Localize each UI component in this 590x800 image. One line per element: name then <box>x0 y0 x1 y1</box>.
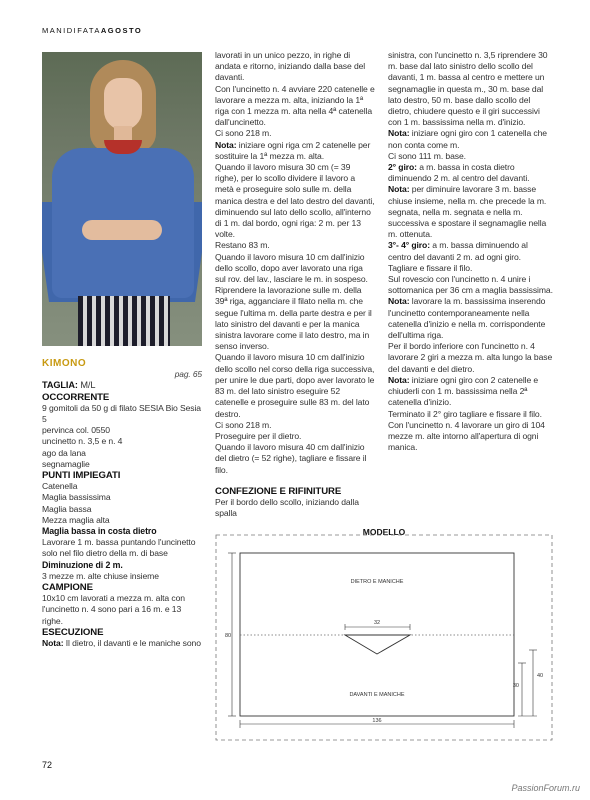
gauge-heading: CAMPIONE <box>42 582 93 594</box>
stitch-detail-heading: Maglia bassa in costa dietro <box>42 526 157 537</box>
decrease-text: 3 mezze m. alte chiuse insieme <box>42 570 159 581</box>
materials-line: segnamaglie <box>42 458 90 469</box>
round-text: a m. bassa diminuendo al centro del davanti 2 m. ad ogni giro. <box>388 240 528 262</box>
paragraph: Quando il lavoro misura 30 cm (= 39 righe), per lo scollo dividere il lavoro a metà e proseguire solo sulle m. della manica destra e del lato destro del davanti, diminuendo sul lato dello scollo, all'interno di 1 m. dal bordo, ogni riga: 2 m. per 13 volte. <box>215 162 375 240</box>
left-column <box>42 358 202 649</box>
note-text: Il dietro, il davanti e le maniche sono <box>65 638 201 649</box>
diagram-frame <box>216 535 552 740</box>
stitch-item: Maglia bassa <box>42 503 92 514</box>
paragraph: sinistra, con l'uncinetto n. 3,5 riprendere 30 m. base dal lato sinistro dello scollo del davanti, 1 m. bassa al centro e mettere un segnamaglie in questa m., 30 m. base dal lato destro, 50 m. base dallo scollo del dietro, chiudere questo e il giri successivi con 1 m. bassissima nella m. d'inizio. <box>388 50 548 128</box>
size-line <box>42 380 202 391</box>
neck-opening <box>345 635 410 654</box>
pattern-title: KIMONO <box>42 358 87 369</box>
paragraph: Quando il lavoro misura 40 cm dall'inizio del dietro (= 52 righe), tagliare e fissare il filo. <box>215 442 367 475</box>
magazine-name: MANIDIFATA <box>42 26 101 35</box>
paragraph: Riprendere la lavorazione sulle m. della 39ª riga, agganciare il filato nella m. che segue l'ultima m. della parte destra e per il lato sinistro del davanti e per la manica sinistra lavorare come il lato destro, ma in senso inverso. <box>215 285 372 352</box>
paragraph <box>388 296 553 341</box>
note-text: iniziare ogni giro con 1 catenella che non conta come m. <box>388 128 547 150</box>
neck-width-label: 32 <box>373 620 381 626</box>
paragraph: Restano 83 m. <box>215 240 270 251</box>
paragraph: Per il bordo inferiore con l'uncinetto n. 4 lavorare 2 giri a mezza m. alta lungo la base del davanti e del dietro. <box>388 341 553 374</box>
paragraph <box>388 184 553 240</box>
paragraph: Per il bordo dello scollo, iniziando dalla spalla <box>215 496 359 519</box>
round-label: 3°- 4° giro: <box>388 240 430 251</box>
diagram-svg <box>215 527 553 742</box>
paragraph <box>388 375 553 409</box>
note-label: Nota: <box>388 374 410 385</box>
note-label: Nota: <box>388 128 410 139</box>
materials-heading: OCCORRENTE <box>42 391 110 403</box>
note-text: per diminuire lavorare 3 m. basse chiuse insieme, nella m. che precede la m. segnata, nella m. segnata e nella m. successiva e spostare il segnamaglie nella m. ottenuta. <box>388 184 547 240</box>
note-label: Nota: <box>388 184 410 195</box>
finishing-heading: CONFEZIONE E RIFINITURE <box>215 485 342 497</box>
paragraph: Tagliare e fissare il filo. <box>388 262 473 273</box>
paragraph: Con l'uncinetto n. 4 lavorare un giro di 104 mezze m. alte intorno all'apertura di ogni manica. <box>388 419 545 453</box>
paragraph: Con l'uncinetto n. 4 avviare 220 catenelle e lavorare a mezza m. alta, iniziando la 1ª riga con 1 mezza m. alta nella 4ª catenella dall'uncinetto. <box>215 83 375 128</box>
paragraph: Ci sono 218 m. <box>215 128 272 139</box>
stitches-heading: PUNTI IMPIEGATI <box>42 470 121 482</box>
watermark: PassionForum.ru <box>511 783 580 793</box>
page-number: 72 <box>42 760 53 770</box>
note-label: Nota: <box>215 139 237 150</box>
width-total-label: 136 <box>372 718 382 724</box>
materials-line: ago da lana <box>42 447 86 458</box>
instructions-text <box>42 638 202 649</box>
paragraph: Ci sono 218 m. <box>215 419 272 430</box>
schematic-diagram <box>215 527 553 742</box>
magazine-month: AGOSTO <box>100 26 143 35</box>
round-text: a m. bassa in costa dietro diminuendo 2 m. al centro del davanti. <box>388 162 530 184</box>
paragraph <box>388 162 553 184</box>
paragraph <box>388 128 553 150</box>
paragraph: Terminato il 2° giro tagliare e fissare il filo. <box>388 408 542 419</box>
page-reference: pag. 65 <box>174 369 202 380</box>
stitch-item: Mezza maglia alta <box>42 514 110 525</box>
note-label: Nota: <box>388 296 410 307</box>
decrease-heading: Diminuzione di 2 m. <box>42 559 123 570</box>
middle-column <box>215 50 375 519</box>
paragraph <box>215 140 375 162</box>
top-section-label: DIETRO E MANICHE <box>350 579 404 585</box>
note-text: iniziare ogni giro con 2 catenelle e chiuderli con 1 m. bassissima nella 2ª catenella d'inizio. <box>388 374 539 408</box>
note-text: iniziare ogni riga cm 2 catenelle per sostituire la 1ª mezza m. alta. <box>215 139 371 161</box>
cuff-a-label: 30 <box>512 683 519 689</box>
diagram-title: MODELLO <box>362 527 406 537</box>
materials-line: uncinetto n. 3,5 e n. 4 <box>42 436 123 447</box>
stitch-detail-text: Lavorare 1 m. bassa puntando l'uncinetto solo nel filo dietro della m. di base <box>42 537 196 559</box>
paragraph: Ci sono 111 m. base. <box>388 150 466 161</box>
stitch-item: Maglia bassissima <box>42 492 111 503</box>
paragraph: Quando il lavoro misura 10 cm dall'inizio dello scollo, dopo aver lavorato una riga sul rov. del lav., lasciare le m. in sospeso. <box>215 251 368 285</box>
paragraph: Quando il lavoro misura 10 cm dall'inizio dello scollo nel corso della riga successiva, per unire le due parti, dopo aver lavorato le 83 m. del lato sinistro eseguire 52 catenelle e proseguire sulle 83 m. del lato destro. <box>215 352 375 419</box>
size-label: TAGLIA: <box>42 380 78 391</box>
note-label: Nota: <box>42 638 64 649</box>
bottom-section-label: DAVANTI E MANICHE <box>349 692 405 698</box>
round-label: 2° giro: <box>388 162 417 173</box>
right-column <box>388 50 553 453</box>
running-header <box>42 26 142 35</box>
note-text: lavorare la m. bassissima inserendo l'uncinetto contemporaneamente nella catenella d'inizio e nella m. corrispondente dell'ultima riga. <box>388 296 546 341</box>
model-photo <box>42 52 202 346</box>
materials-line: pervinca col. 0550 <box>42 425 110 436</box>
cuff-b-label: 40 <box>536 673 544 679</box>
paragraph <box>388 240 553 262</box>
size-value: M/L <box>80 380 96 391</box>
paragraph: Sul rovescio con l'uncinetto n. 4 unire i sottomanica per 36 cm a maglia bassissima. <box>388 274 553 296</box>
stitch-item: Catenella <box>42 481 78 492</box>
height-total-label: 80 <box>224 633 232 639</box>
materials-line: 9 gomitoli da 50 g di filato SESIA Bio Sesia 5 <box>42 402 201 425</box>
paragraph: lavorati in un unico pezzo, in righe di andata e ritorno, iniziando dalla base del davanti. <box>215 50 366 83</box>
gauge-text: 10x10 cm lavorati a mezza m. alta con l'uncinetto n. 4 sono pari a 16 m. e 13 righe. <box>42 593 185 626</box>
instructions-heading: ESECUZIONE <box>42 626 104 638</box>
paragraph: Proseguire per il dietro. <box>215 430 302 441</box>
